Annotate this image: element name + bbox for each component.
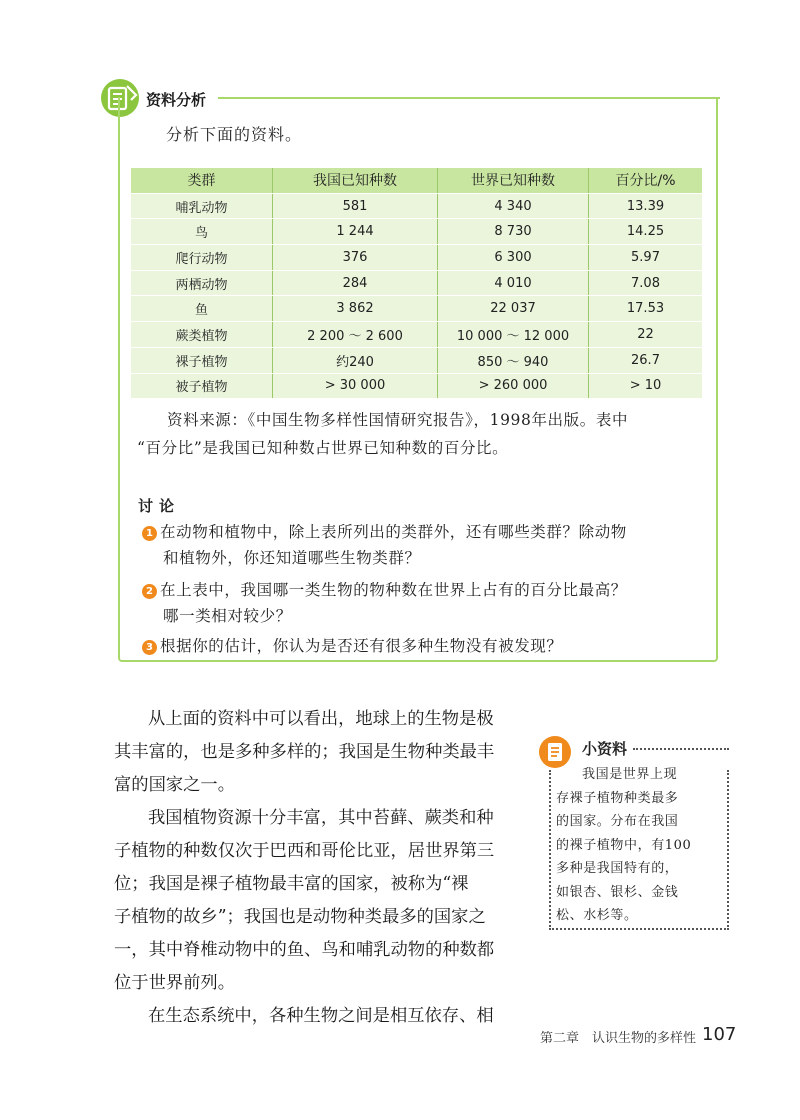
discussion-title: 讨论	[138, 497, 181, 515]
source-note	[137, 406, 707, 462]
table-cell: 1 244	[273, 219, 438, 245]
page-number: 107	[702, 1024, 737, 1045]
table-cell: 爬行动物	[131, 245, 273, 271]
body-line: 富的国家之一。	[114, 775, 235, 795]
table-cell: 裸子植物	[131, 347, 273, 373]
section-title: 资料分析	[146, 91, 207, 109]
table-cell: 376	[273, 245, 438, 271]
table-cell: 22 037	[438, 296, 589, 322]
table-header-cell: 百分比/%	[589, 168, 703, 193]
question-number: 1	[142, 526, 157, 541]
body-line: 位于世界前列。	[114, 973, 235, 993]
question-text: 和植物外，你还知道哪些生物类群？	[163, 549, 421, 567]
table-cell: 5.97	[589, 245, 703, 271]
table-cell: 6 300	[438, 245, 589, 271]
table-row	[131, 373, 702, 399]
table-row	[131, 322, 702, 348]
table-row	[131, 270, 702, 296]
question-text: 根据你的估计，你认为是否还有很多种生物没有被发现？	[160, 637, 563, 655]
table-cell: 581	[273, 193, 438, 219]
table-cell: > 30 000	[273, 373, 438, 399]
discussion-question	[142, 633, 707, 659]
table-header-row	[131, 168, 702, 193]
body-line: 我国植物资源十分丰富，其中苔藓、蕨类和种	[148, 808, 494, 828]
table-cell: 26.7	[589, 347, 703, 373]
table-header-cell: 世界已知种数	[438, 168, 589, 193]
intro-text: 分析下面的资料。	[166, 125, 303, 144]
table-cell: 14.25	[589, 219, 703, 245]
chapter-footer: 第二章 认识生物的多样性	[540, 1031, 697, 1046]
table-header-cell: 我国已知种数	[273, 168, 438, 193]
table-cell: 鱼	[131, 296, 273, 322]
table-cell: 两栖动物	[131, 270, 273, 296]
note-border-top	[633, 748, 729, 750]
question-text: 在动物和植物中，除上表所列出的类群外，还有哪些类群？除动物	[160, 523, 627, 541]
question-text: 哪一类相对较少？	[163, 607, 292, 625]
species-table	[131, 168, 702, 399]
source-line: “百分比”是我国已知种数占世界已知种数的百分比。	[137, 439, 509, 457]
table-row	[131, 245, 702, 271]
table-cell: 8 730	[438, 219, 589, 245]
source-line: 资料来源：《中国生物多样性国情研究报告》，1998年出版。表中	[167, 411, 629, 429]
question-text: 在上表中，我国哪一类生物的物种数在世界上占有的百分比最高？	[160, 581, 627, 599]
table-row	[131, 347, 702, 373]
table-cell: 17.53	[589, 296, 703, 322]
table-row	[131, 193, 702, 219]
discussion-question	[142, 519, 707, 571]
table-cell: 鸟	[131, 219, 273, 245]
table-cell: 3 862	[273, 296, 438, 322]
table-cell: 7.08	[589, 270, 703, 296]
body-line: 在生态系统中，各种生物之间是相互依存、相	[148, 1006, 494, 1026]
note-text	[556, 763, 724, 928]
table-row	[131, 219, 702, 245]
table-cell: 22	[589, 322, 703, 348]
table-cell: 哺乳动物	[131, 193, 273, 219]
table-cell: 约240	[273, 347, 438, 373]
body-line: 子植物的种数仅次于巴西和哥伦比亚，居世界第三	[114, 841, 495, 861]
note-title: 小资料	[582, 740, 628, 758]
table-cell: 10 000 ～ 12 000	[438, 322, 589, 348]
question-number: 2	[142, 584, 157, 599]
body-line: 从上面的资料中可以看出，地球上的生物是极	[148, 709, 494, 729]
note-line: 多种是我国特有的，	[556, 861, 679, 876]
table-cell: 蕨类植物	[131, 322, 273, 348]
note-line: 松、水杉等。	[556, 908, 638, 923]
note-line: 我国是世界上现	[582, 767, 678, 782]
table-cell: 284	[273, 270, 438, 296]
table-header-cell: 类群	[131, 168, 273, 193]
note-line: 如银杏、银杉、金钱	[556, 884, 679, 900]
question-number: 3	[142, 640, 157, 655]
discussion-question	[142, 577, 707, 629]
table-cell: > 10	[589, 373, 703, 399]
table-cell: 2 200 ～ 2 600	[273, 322, 438, 348]
body-line: 子植物的故乡”；我国也是动物种类最多的国家之	[114, 907, 486, 927]
table-cell: 被子植物	[131, 373, 273, 399]
note-line: 的裸子植物中，有100	[556, 837, 692, 853]
table-cell: 4 010	[438, 270, 589, 296]
table-cell: > 260 000	[438, 373, 589, 399]
note-line: 的国家。分布在我国	[556, 814, 679, 829]
table-cell: 4 340	[438, 193, 589, 219]
body-line: 其丰富的，也是多种多样的；我国是生物种类最丰	[114, 742, 495, 762]
body-line: 位；我国是裸子植物最丰富的国家，被称为“裸	[114, 874, 469, 894]
note-line: 存裸子植物种类最多	[556, 790, 679, 806]
table-row	[131, 296, 702, 322]
body-line: 一，其中脊椎动物中的鱼、鸟和哺乳动物的种数都	[114, 940, 495, 960]
body-text	[114, 703, 518, 1033]
table-cell: 13.39	[589, 193, 703, 219]
table-cell: 850 ～ 940	[438, 347, 589, 373]
